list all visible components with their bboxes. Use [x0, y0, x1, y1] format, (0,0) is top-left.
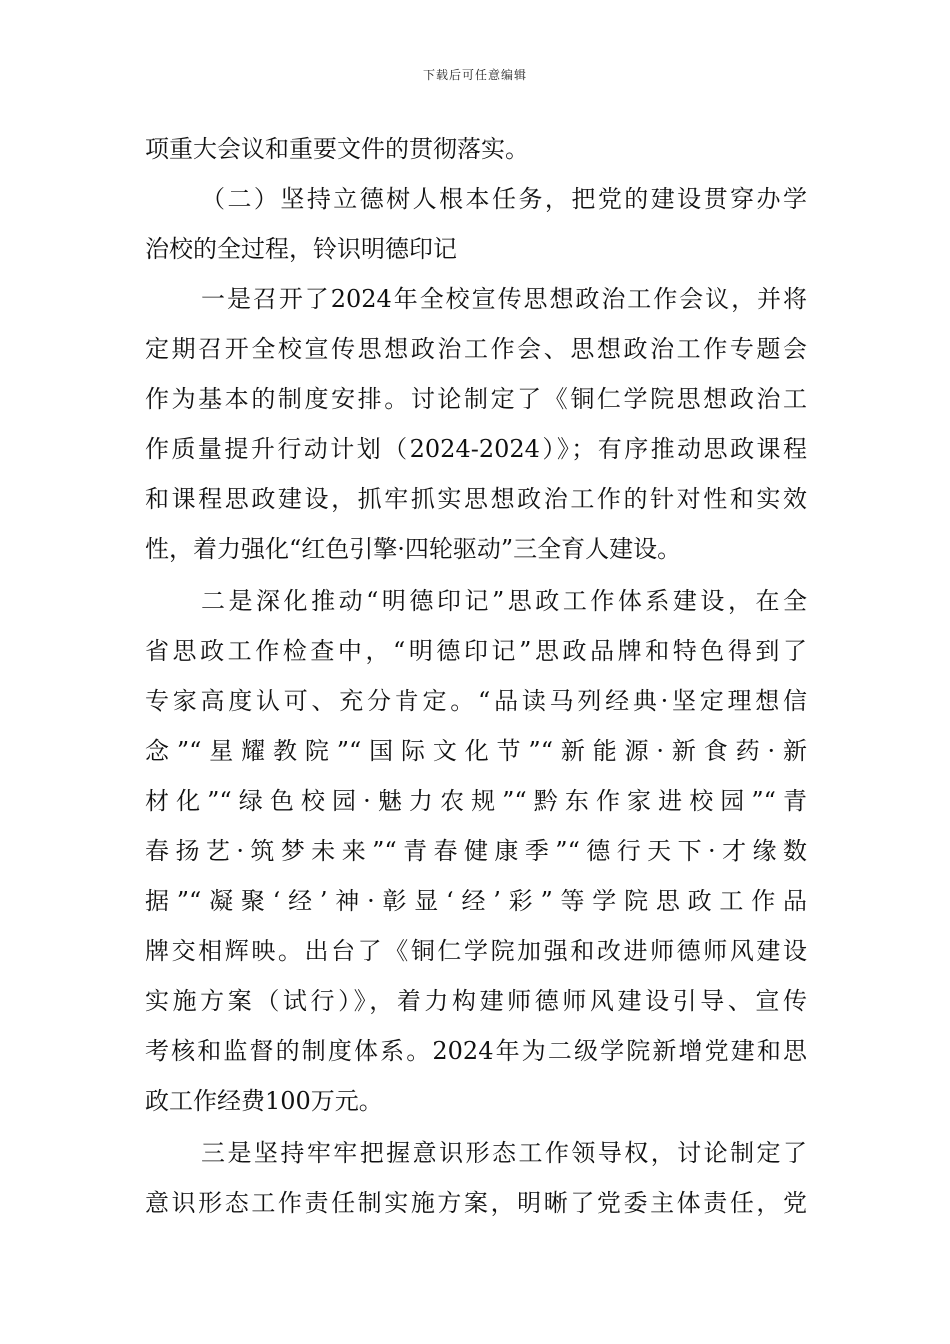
text-line: 定期召开全校宣传思想政治工作会、思想政治工作专题会 [145, 335, 807, 363]
text-line: 意识形态工作责任制实施方案，明晰了党委主体责任，党 [145, 1189, 807, 1217]
text-line: 实施方案（试行）》，着力构建师德师风建设引导、宣传 [145, 987, 807, 1015]
text-line: 牌交相辉映。出台了《铜仁学院加强和改进师德师风建设 [145, 937, 807, 965]
text-line: 材化”“绿色校园·魅力农规”“黔东作家进校园”“青 [145, 787, 807, 815]
paragraph-2-start: 二是深化推动“明德印记”思政工作体系建设，在全 [201, 587, 807, 615]
text-line: 念”“星耀教院”“国际文化节”“新能源·新食药·新 [145, 737, 807, 765]
text-line: 考核和监督的制度体系。2024年为二级学院新增党建和思 [145, 1037, 807, 1065]
page-header: 下载后可任意编辑 [422, 68, 527, 82]
text-line: 政工作经费100万元。 [145, 1087, 383, 1115]
text-line: 项重大会议和重要文件的贯彻落实。 [145, 135, 529, 163]
text-line: 春扬艺·筑梦未来”“青春健康季”“德行天下·才缘数 [145, 837, 807, 865]
text-line: 性，着力强化“红色引擎·四轮驱动”三全育人建设。 [145, 535, 682, 563]
text-line: 据”“凝聚‘经’神·彰显‘经’彩”等学院思政工作品 [145, 887, 807, 915]
text-line: 作为基本的制度安排。讨论制定了《铜仁学院思想政治工 [145, 385, 807, 413]
text-line: 作质量提升行动计划（2024-2024）》；有序推动思政课程 [145, 435, 807, 463]
section-heading-line: 治校的全过程，铃识明德印记 [145, 235, 457, 263]
text-line: 和课程思政建设，抓牢抓实思想政治工作的针对性和实效 [145, 485, 807, 513]
text-line: 专家高度认可、充分肯定。“品读马列经典·坚定理想信 [145, 687, 807, 715]
paragraph-3-start: 三是坚持牢牢把握意识形态工作领导权，讨论制定了 [201, 1139, 807, 1167]
text-line: 省思政工作检查中，“明德印记”思政品牌和特色得到了 [145, 637, 807, 665]
paragraph-1-start: 一是召开了2024年全校宣传思想政治工作会议，并将 [201, 285, 807, 313]
document-body [145, 124, 807, 1228]
section-heading-line: （二）坚持立德树人根本任务，把党的建设贯穿办学 [201, 185, 807, 213]
